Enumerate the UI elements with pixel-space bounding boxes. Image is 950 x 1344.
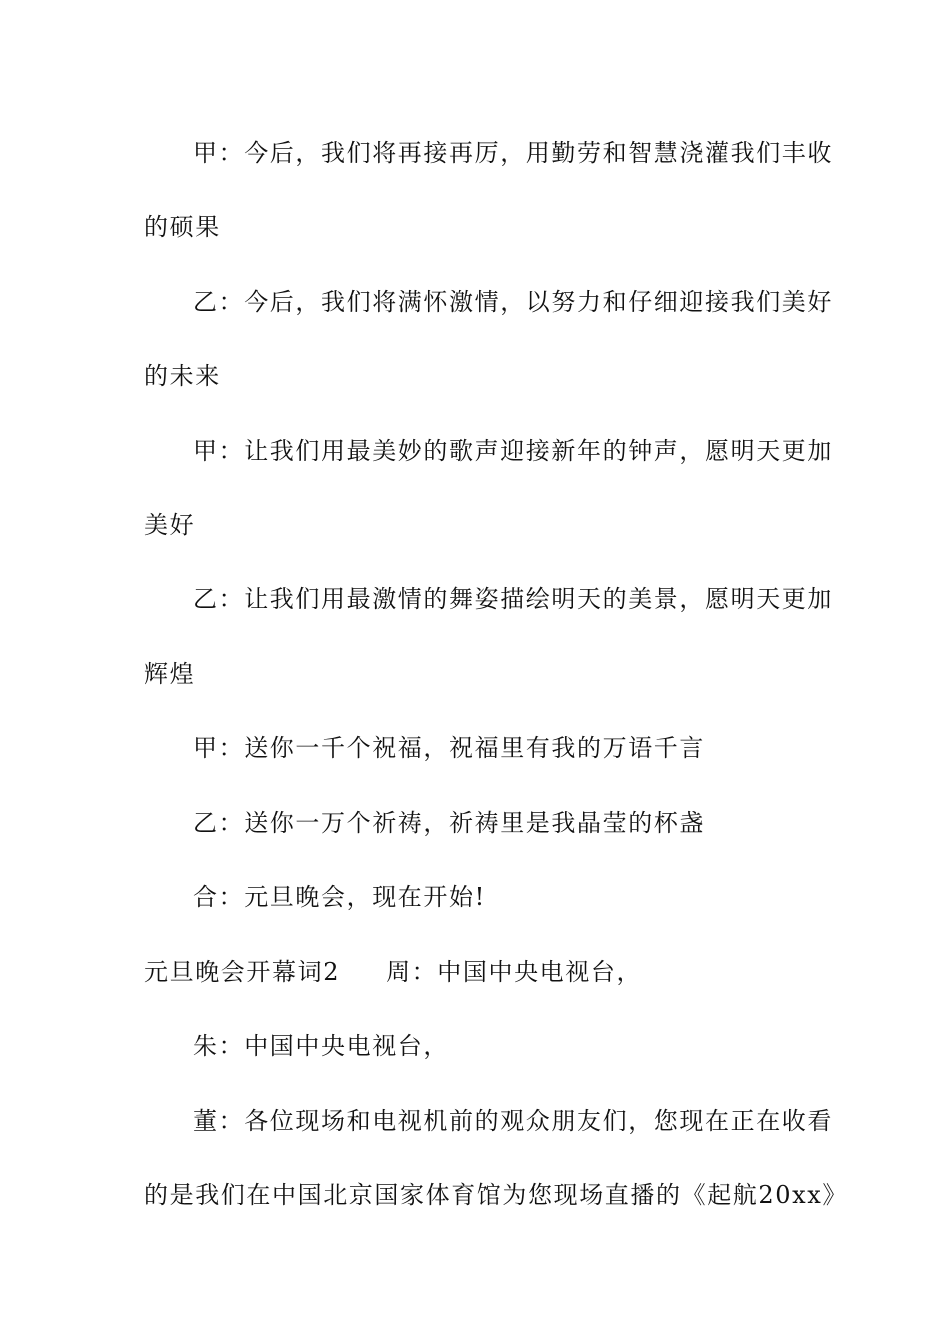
paragraph-line: 乙：让我们用最激情的舞姿描绘明天的美景，愿明天更加 [193,585,833,613]
paragraph-line: 甲：今后，我们将再接再厉，用勤劳和智慧浇灌我们丰收 [193,139,833,167]
paragraph-line: 周：中国中央电视台， [386,958,643,986]
paragraph-line: 董：各位现场和电视机前的观众朋友们，您现在正在收看 [193,1107,833,1135]
paragraph-line: 的未来 [144,362,221,390]
paragraph-line: 甲：让我们用最美妙的歌声迎接新年的钟声，愿明天更加 [193,437,833,465]
paragraph-line: 朱：中国中央电视台， [193,1032,449,1060]
section-heading: 元旦晚会开幕词2 [144,958,341,986]
paragraph-line: 美好 [144,511,196,539]
section-heading-line [144,960,642,984]
paragraph-line: 辉煌 [144,660,196,688]
paragraph-line: 甲：送你一千个祝福，祝福里有我的万语千言 [193,734,705,762]
paragraph-line: 的硕果 [144,213,221,241]
paragraph-line: 乙：今后，我们将满怀激情，以努力和仔细迎接我们美好 [193,288,833,316]
paragraph-line: 合：元旦晚会，现在开始! [193,883,486,911]
paragraph-line: 乙：送你一万个祈祷，祈祷里是我晶莹的杯盏 [193,809,705,837]
paragraph-line: 的是我们在中国北京国家体育馆为您现场直播的《起航20xx》 [144,1181,849,1209]
